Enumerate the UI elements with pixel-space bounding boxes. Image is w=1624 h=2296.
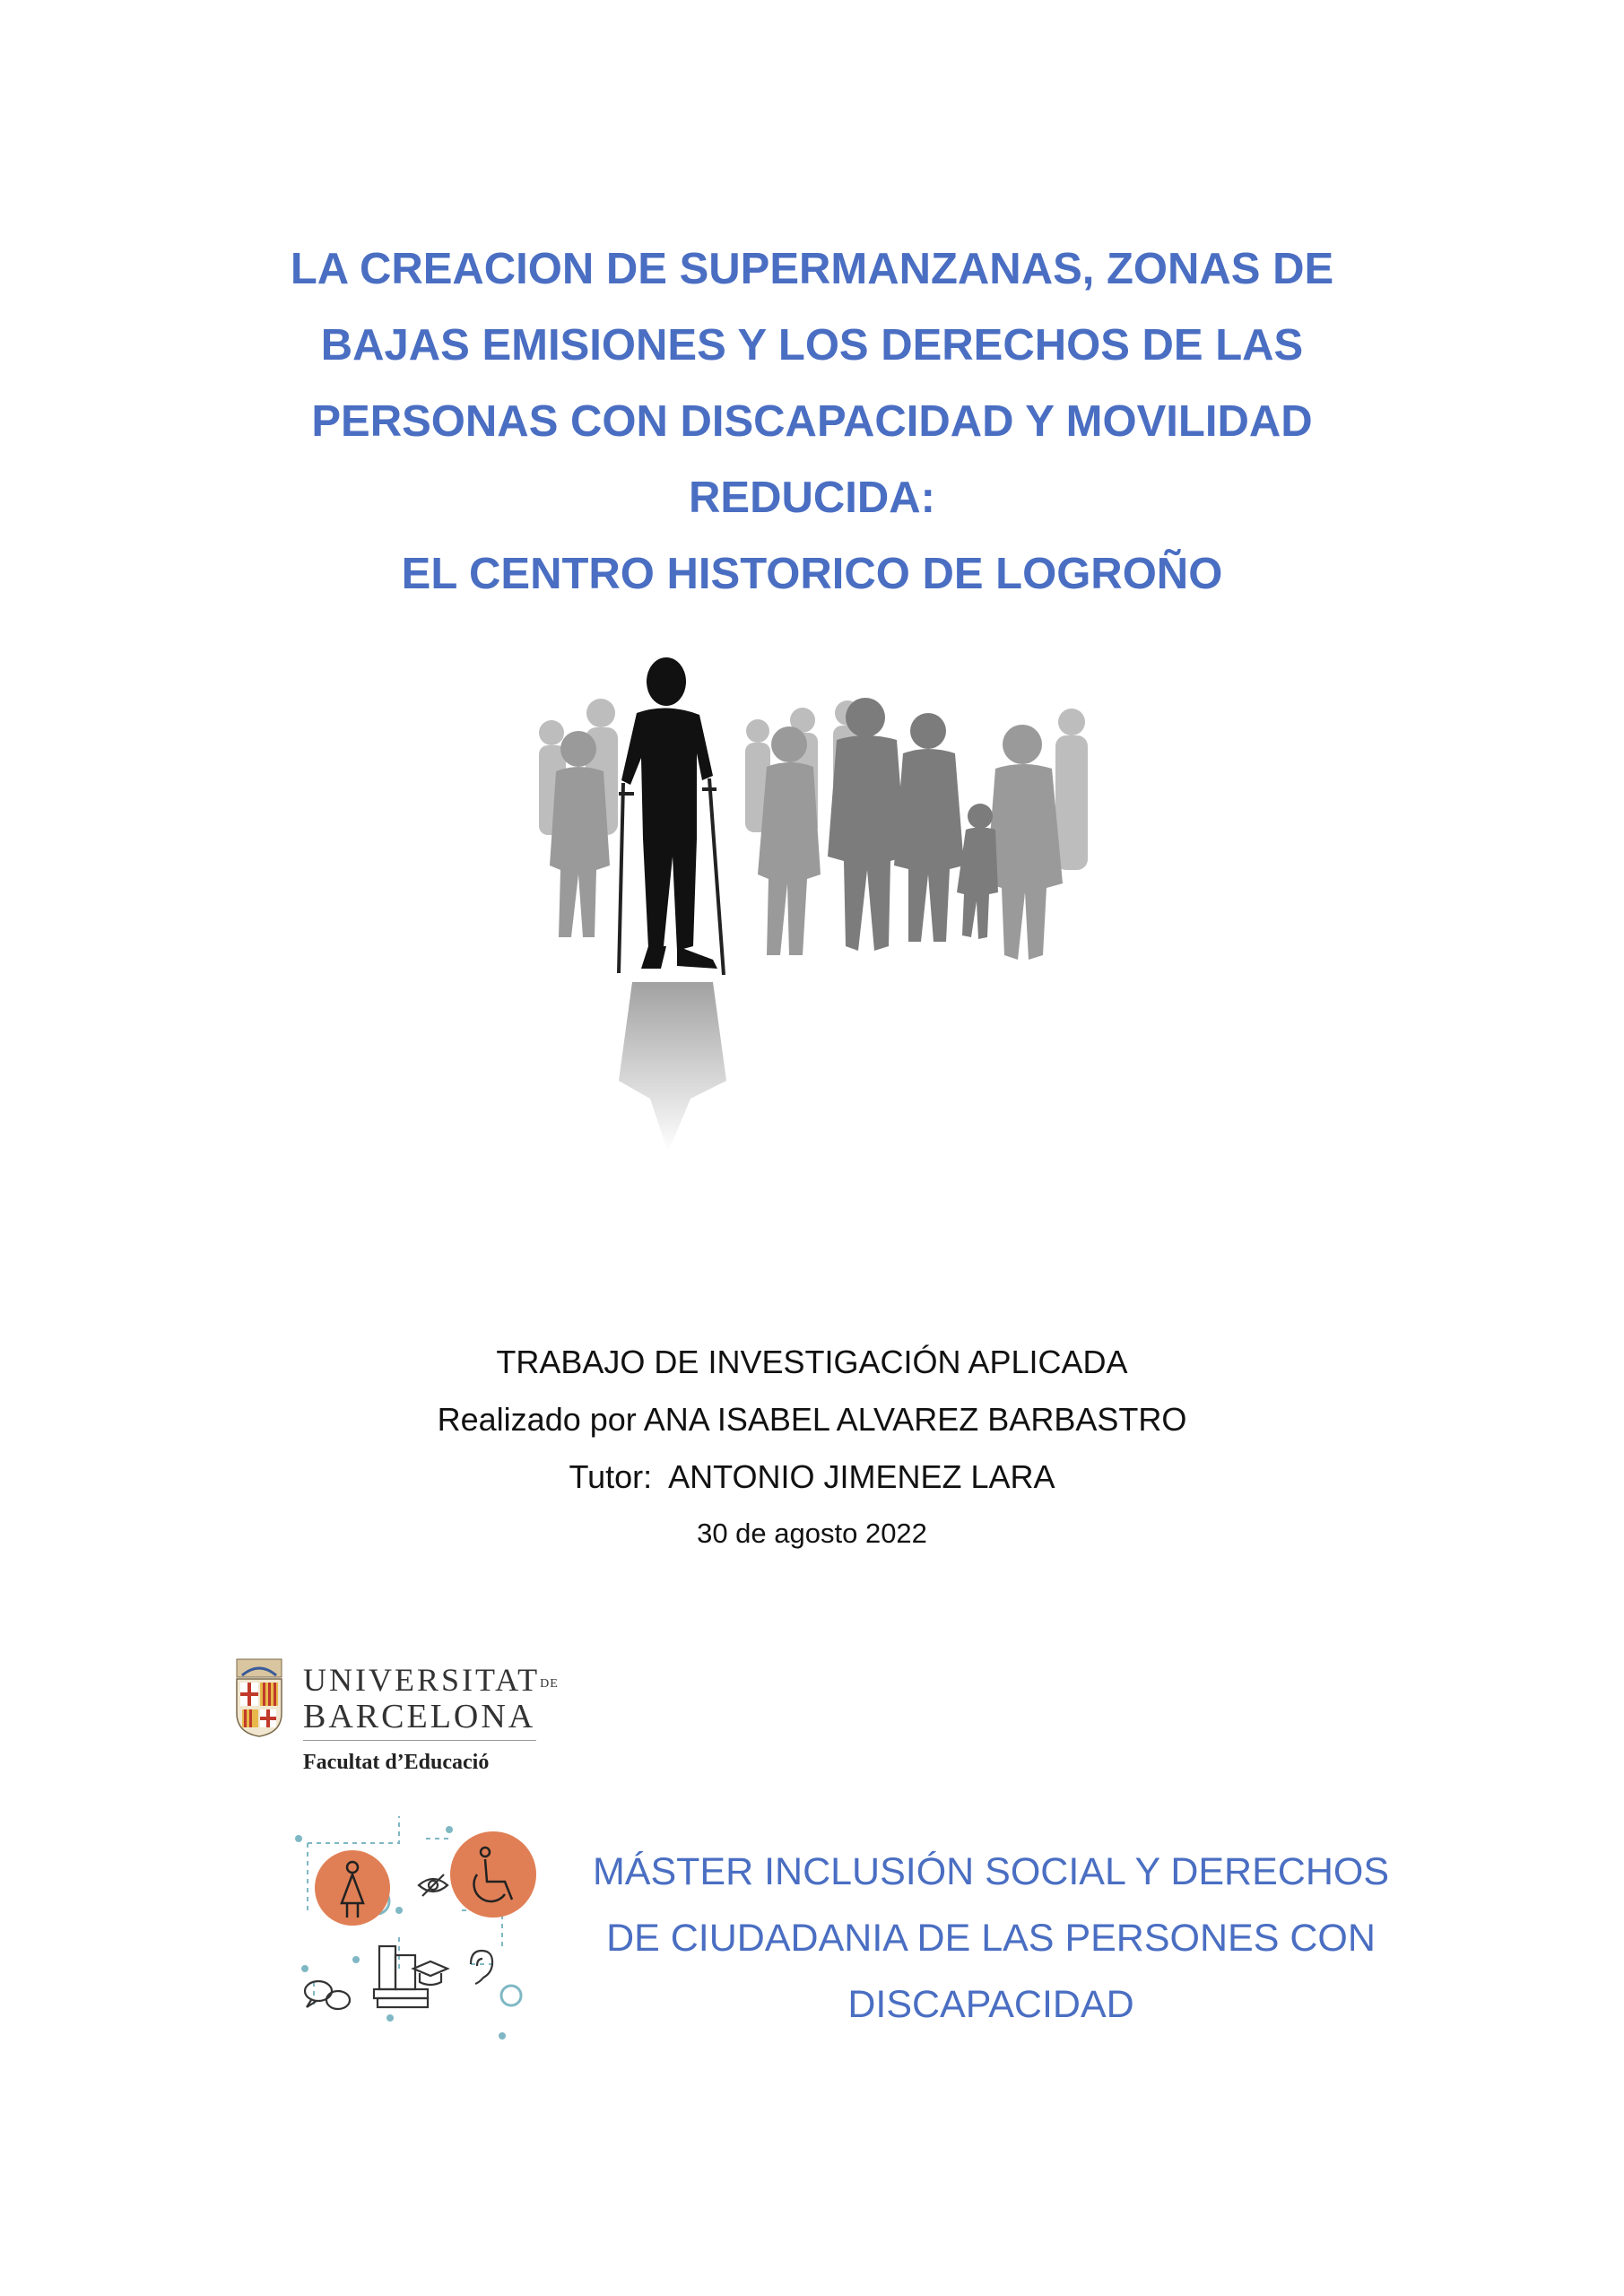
- university-name-line2: BARCELONA: [303, 1698, 536, 1735]
- tutor-line: Tutor: ANTONIO JIMENEZ LARA: [569, 1458, 1055, 1495]
- master-line-1: MÁSTER INCLUSIÓN SOCIAL Y DERECHOS: [592, 1850, 1390, 1893]
- title-line-5: EL CENTRO HISTORICO DE LOGROÑO: [401, 550, 1223, 598]
- ring-dot: [501, 1986, 521, 2005]
- person-icon: [315, 1850, 390, 1926]
- title-line-4: REDUCIDA:: [689, 474, 935, 522]
- ear-icon: [471, 1951, 492, 1984]
- date-line: 30 de agosto 2022: [697, 1518, 927, 1549]
- university-name-de: DE: [540, 1677, 559, 1691]
- author-line: Realizado por ANA ISABEL ALVAREZ BARBASTRO: [437, 1401, 1187, 1438]
- university-name-line1: UNIVERSITAT: [303, 1662, 541, 1698]
- work-type: TRABAJO DE INVESTIGACIÓN APLICADA: [496, 1344, 1128, 1380]
- title-line-2: BAJAS EMISIONES Y LOS DERECHOS DE LAS: [320, 321, 1304, 370]
- master-programme-name: [565, 1839, 1417, 2038]
- document-title: [161, 231, 1463, 613]
- faculty-name: Facultat d’Educació: [303, 1751, 490, 1774]
- master-line-3: DISCAPACIDAD: [847, 1983, 1134, 2026]
- title-line-3: PERSONAS CON DISCAPACIDAD Y MOVILIDAD: [311, 397, 1313, 446]
- title-line-1: LA CREACION DE SUPERMANZANAS, ZONAS DE: [290, 245, 1334, 293]
- chat-bubbles-icon: [305, 1981, 350, 2009]
- books-graduation-icon: [374, 1946, 447, 2007]
- master-line-2: DE CIUDADANIA DE LAS PERSONES CON: [606, 1917, 1376, 1960]
- university-logo: [235, 1657, 559, 1783]
- wheelchair-icon: [450, 1831, 536, 1918]
- divider: [303, 1740, 536, 1741]
- master-inclusion-logo: [291, 1812, 547, 2045]
- university-crest-icon: [235, 1657, 283, 1738]
- crowd-silhouette-crutches-icon: [534, 650, 1103, 1166]
- eye-icon: [419, 1874, 447, 1896]
